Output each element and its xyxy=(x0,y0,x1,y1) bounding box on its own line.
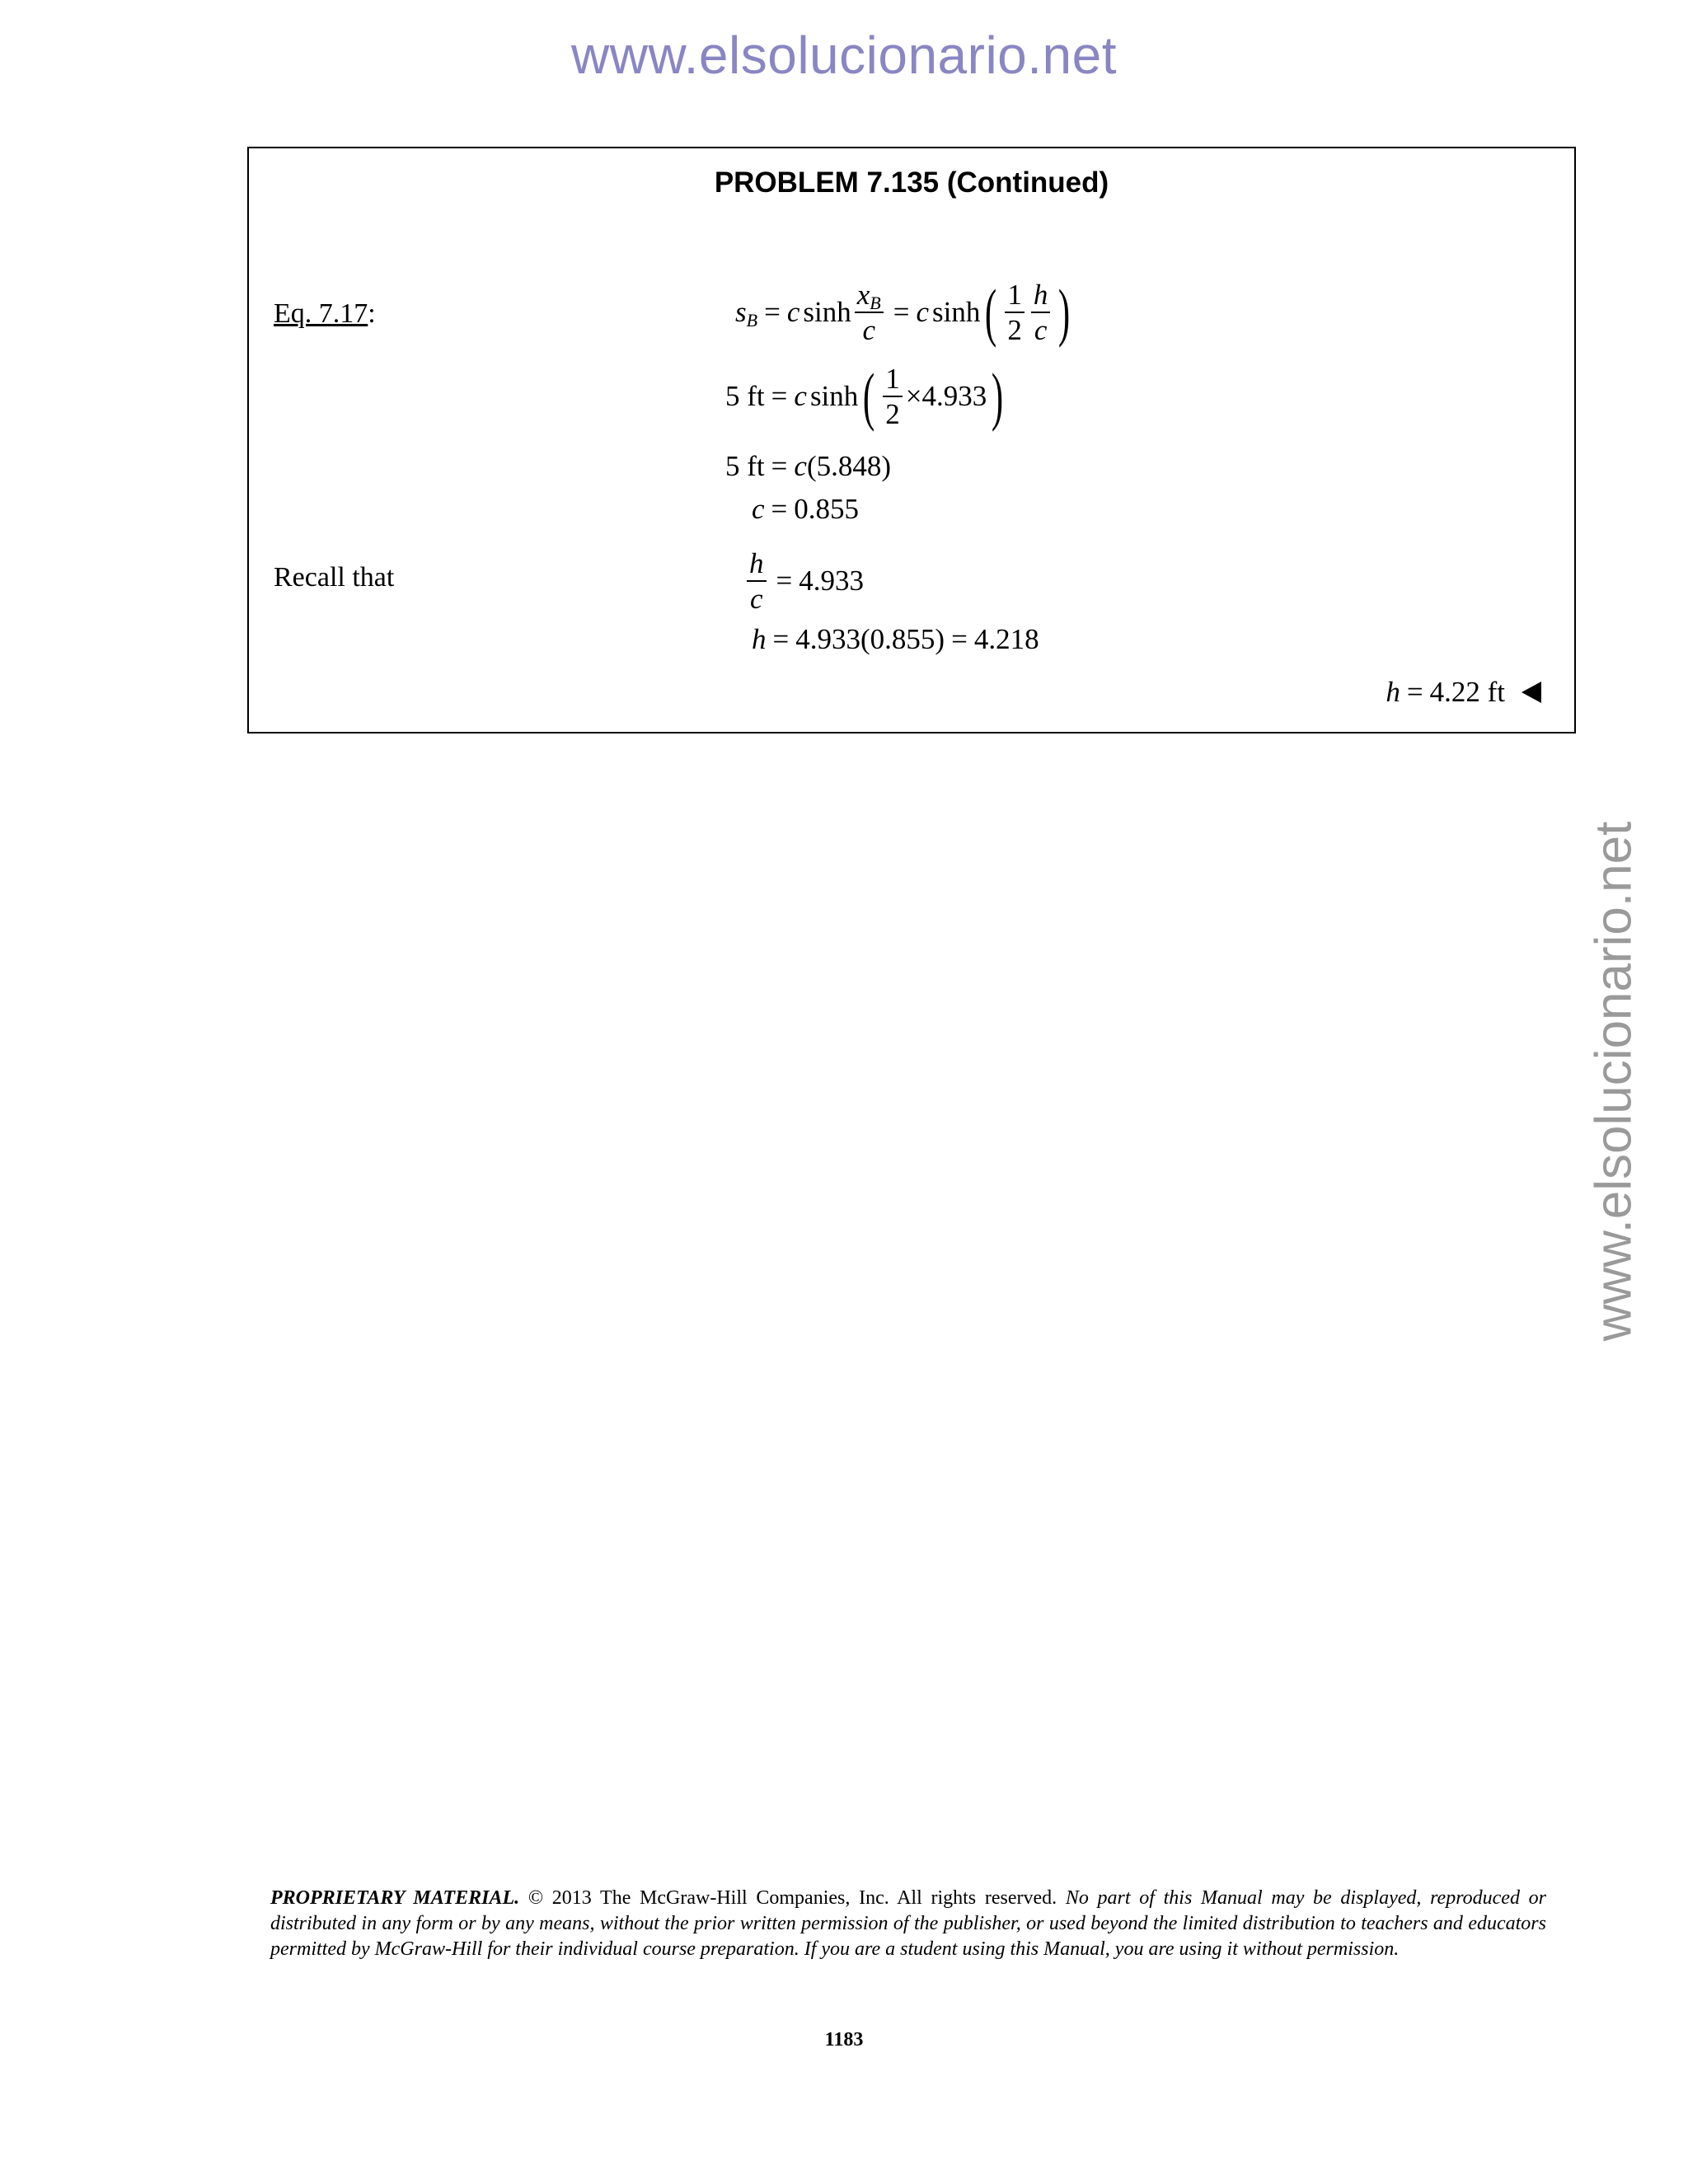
equals: = xyxy=(951,623,968,655)
equals: = xyxy=(772,623,790,655)
times-4933: ×4.933 xyxy=(905,380,987,412)
answer-value: 4.22 ft xyxy=(1429,676,1505,708)
var-h: h xyxy=(752,623,767,655)
equation-c-value xyxy=(752,493,859,526)
fraction-h-over-c xyxy=(1031,280,1051,344)
equals: = xyxy=(893,296,910,328)
sinh-fn: sinh xyxy=(809,380,859,412)
var-c: c xyxy=(794,450,807,482)
value-5ft: 5 ft xyxy=(725,450,765,482)
denominator-c: c xyxy=(749,583,763,615)
value-0855: 0.855 xyxy=(794,493,860,525)
equals: = xyxy=(771,380,788,412)
var-h: h xyxy=(1386,676,1400,708)
numerator-h: h xyxy=(747,549,767,582)
product-value: 4.933(0.855) xyxy=(795,623,945,655)
equals: = xyxy=(1406,676,1423,708)
sinh-fn: sinh xyxy=(932,296,981,328)
watermark-top: www.elsolucionario.net xyxy=(571,26,1117,85)
sinh-fn: sinh xyxy=(803,296,851,328)
fraction-h-over-c xyxy=(747,549,767,613)
equals: = xyxy=(776,565,793,597)
problem-title: PROBLEM 7.135 (Continued) xyxy=(714,166,1109,199)
value-4933: 4.933 xyxy=(799,565,864,597)
copyright-footer xyxy=(270,1886,1546,1962)
var-c: c xyxy=(862,314,875,346)
answer-marker-icon xyxy=(1522,682,1541,703)
var-c: c xyxy=(786,296,800,328)
watermark-side: www.elsolucionario.net xyxy=(1585,821,1643,1342)
equals: = xyxy=(771,493,788,525)
equation-h-product xyxy=(752,623,1039,656)
equation-5ft-c5848 xyxy=(725,450,891,483)
copyright-text: © 2013 The McGraw-Hill Companies, Inc. All rights reserved. xyxy=(519,1887,1066,1909)
numerator-one: 1 xyxy=(883,364,903,397)
permission-notice: No part of this Manual may be displayed, reproduced or distributed in any form or by any means, without the prior written permission of the publisher, or used beyond the limited distribution to teachers and educators permitted by McGraw-Hill for their individual course preparation. If you are a student using this Manual, you are using it without permission. xyxy=(270,1887,1546,1960)
var-s: s xyxy=(735,296,747,328)
value-4218: 4.218 xyxy=(973,623,1039,655)
fraction-xB-over-c xyxy=(855,280,884,344)
numerator-h: h xyxy=(1031,280,1051,313)
denominator-two: 2 xyxy=(1007,314,1022,346)
fraction-one-half xyxy=(883,364,903,429)
eq-reference-label xyxy=(274,298,376,330)
var-c: c xyxy=(752,493,765,525)
sub-B: B xyxy=(870,293,881,313)
var-c: c xyxy=(794,380,807,412)
fraction-one-half xyxy=(1005,280,1025,344)
value-5ft: 5 ft xyxy=(725,380,765,412)
paren-5848: (5.848) xyxy=(806,450,891,482)
left-paren: ( xyxy=(863,360,875,432)
eq-reference-link: Eq. 7.17 xyxy=(274,298,368,329)
equals: = xyxy=(764,296,781,328)
page-number: 1183 xyxy=(824,2029,864,2050)
equation-5ft-sinh xyxy=(725,360,1008,432)
numerator-one: 1 xyxy=(1005,280,1025,313)
final-answer xyxy=(1386,676,1541,709)
problem-box xyxy=(247,147,1576,733)
sub-B: B xyxy=(746,310,758,330)
equation-sB xyxy=(735,276,1075,348)
right-paren: ) xyxy=(992,360,1004,432)
var-x: x xyxy=(856,279,870,311)
equals: = xyxy=(771,450,788,482)
denominator-two: 2 xyxy=(885,398,900,430)
right-paren: ) xyxy=(1058,276,1071,348)
recall-label: Recall that xyxy=(274,562,395,593)
var-c: c xyxy=(916,296,930,328)
eq-colon: : xyxy=(368,298,376,329)
proprietary-label: PROPRIETARY MATERIAL. xyxy=(270,1887,520,1909)
equation-h-over-c xyxy=(743,549,864,613)
denominator-c: c xyxy=(1034,314,1048,346)
left-paren: ( xyxy=(985,276,997,348)
